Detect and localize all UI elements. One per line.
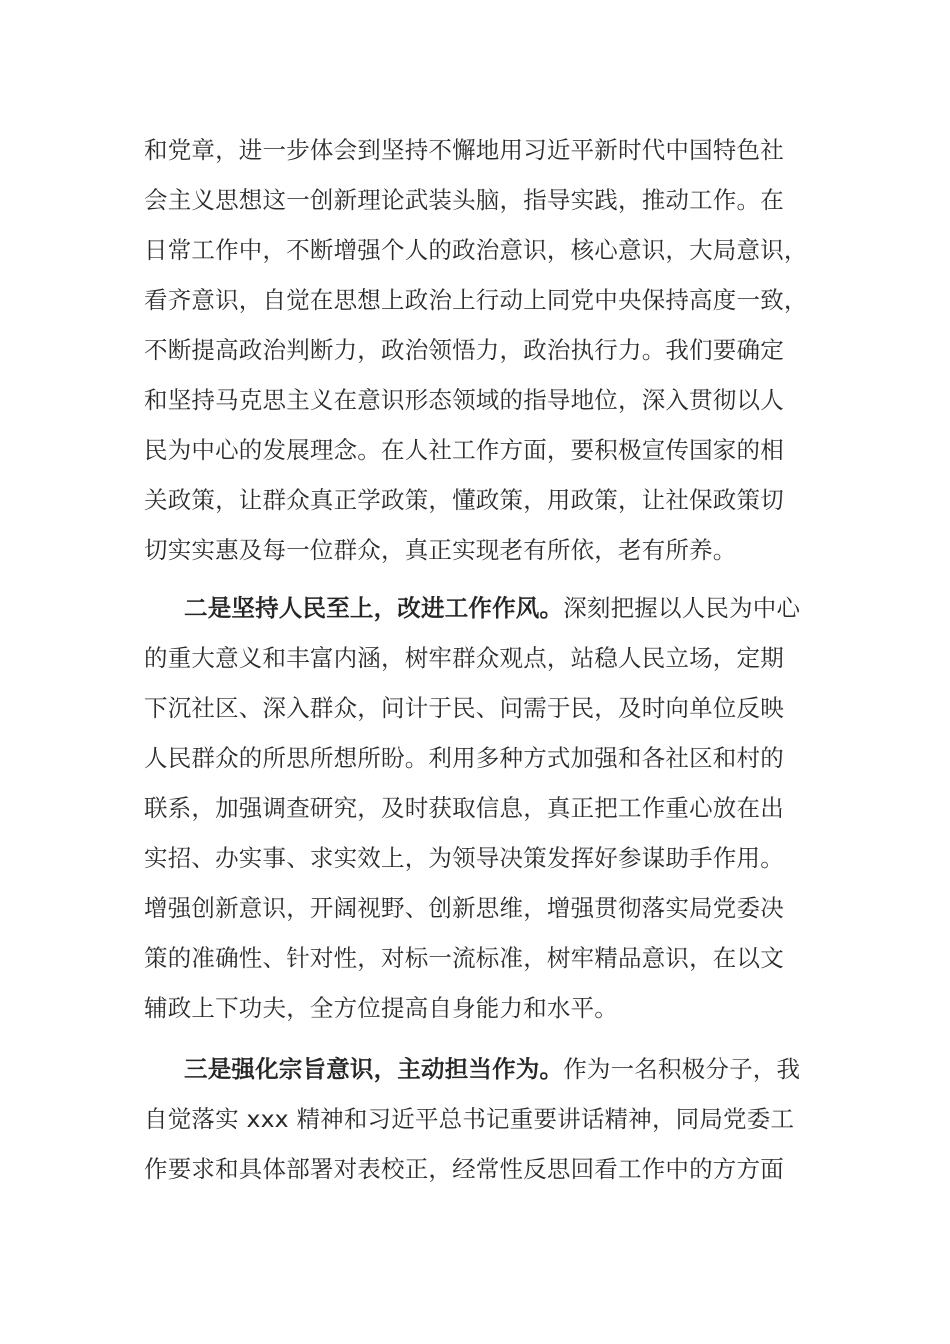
paragraph-heading-continuation: 深刻把握以人民为中心	[563, 594, 801, 622]
text-line: 日常工作中，不断增强个人的政治意识，核心意识，大局意识，	[144, 236, 808, 264]
text-line: 自觉落实 xxx 精神和习近平总书记重要讲话精神，同局党委工	[144, 1105, 795, 1133]
paragraph-political-awareness	[144, 125, 816, 575]
text-line: 增强创新意识，开阔视野、创新思维，增强贯彻落实局党委决	[144, 894, 784, 922]
text-line: 策的准确性、针对性，对标一流标准，树牢精品意识，在以文	[144, 944, 784, 972]
paragraph-heading-continuation: 作为一名积极分子，我	[563, 1055, 801, 1083]
paragraph-purpose-awareness	[144, 1044, 816, 1194]
paragraph-heading: 三是强化宗旨意识，主动担当作为。	[184, 1055, 564, 1083]
paragraph-people-first	[144, 583, 816, 1033]
text-line: 不断提高政治判断力，政治领悟力，政治执行力。我们要确定	[144, 336, 784, 364]
text-line: 辅政上下功夫，全方位提高自身能力和水平。	[144, 994, 618, 1022]
text-line-first	[144, 1044, 816, 1094]
text-line: 和坚持马克思主义在意识形态领域的指导地位，深入贯彻以人	[144, 386, 784, 414]
text-line: 实招、办实事、求实效上，为领导决策发挥好参谋助手作用。	[144, 844, 784, 872]
text-line: 关政策，让群众真正学政策，懂政策，用政策，让社保政策切	[144, 486, 784, 514]
text-line: 会主义思想这一创新理论武装头脑，指导实践，推动工作。在	[144, 186, 784, 214]
text-line: 切实实惠及每一位群众，真正实现老有所依，老有所养。	[144, 536, 737, 564]
text-line: 人民群众的所思所想所盼。利用多种方式加强和各社区和村的	[144, 744, 784, 772]
text-line: 下沉社区、深入群众，问计于民、问需于民，及时向单位反映	[144, 694, 784, 722]
text-line: 民为中心的发展理念。在人社工作方面，要积极宣传国家的相	[144, 436, 784, 464]
text-line: 看齐意识，自觉在思想上政治上行动上同党中央保持高度一致，	[144, 286, 808, 314]
paragraph-heading: 二是坚持人民至上，改进工作作风。	[184, 594, 564, 622]
text-line: 联系，加强调查研究，及时获取信息，真正把工作重心放在出	[144, 794, 784, 822]
text-line: 作要求和具体部署对表校正，经常性反思回看工作中的方方面	[144, 1155, 784, 1183]
text-line-first	[144, 583, 816, 633]
text-line: 的重大意义和丰富内涵，树牢群众观点，站稳人民立场，定期	[144, 644, 784, 672]
text-line: 和党章，进一步体会到坚持不懈地用习近平新时代中国特色社	[144, 136, 784, 164]
